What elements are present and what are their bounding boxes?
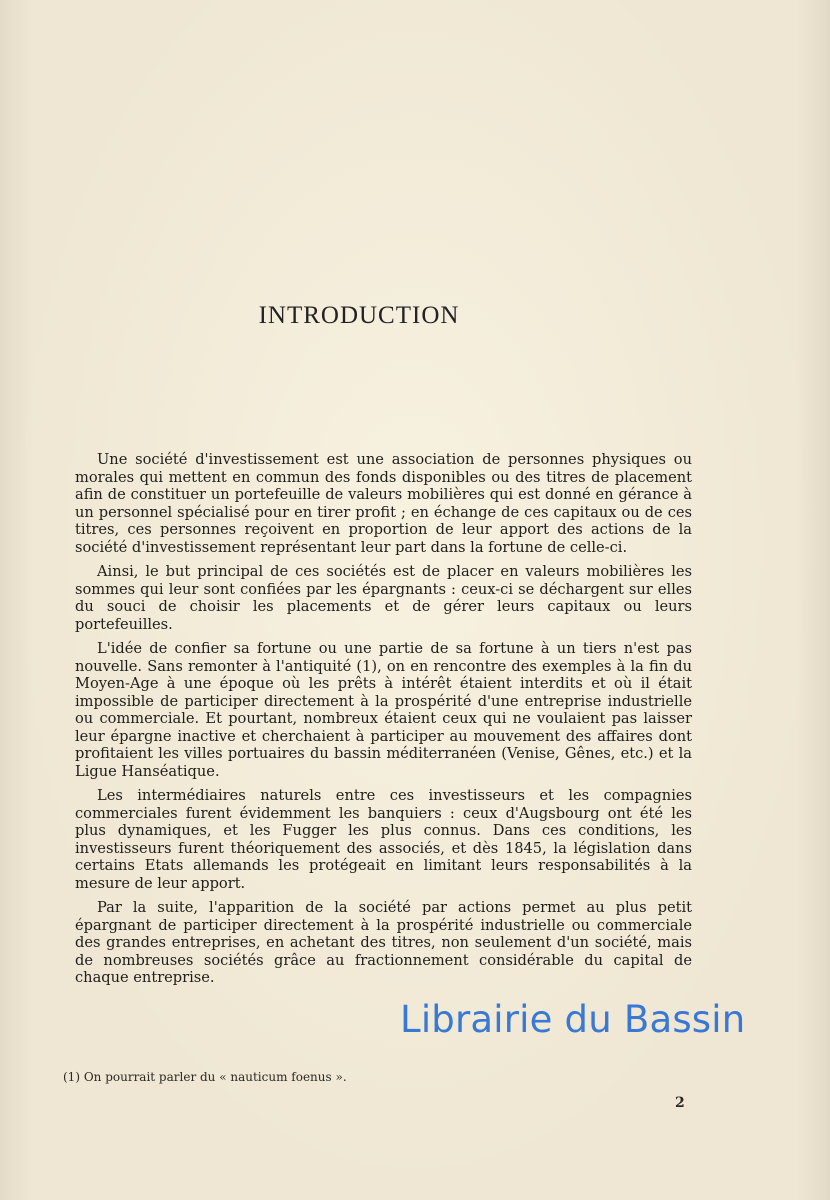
paragraph-definition: Une société d'investissement est une association de personnes physiques ou morales qui mettent en commun des fonds disponibles ou des titres de placement afin de constituer un portefeuille de valeurs mobilières qui est donné en gérance à un personnel spécialisé pour en tirer profit ; en échange de ces capitaux ou de ces titres, ces personnes reçoivent en proportion de leur apport des actions de la société d'investissement représentant leur part dans la fortune de celle-ci. (75, 451, 692, 556)
paragraph-history: L'idée de confier sa fortune ou une partie de sa fortune à un tiers n'est pas nouvelle. Sans remonter à l'antiquité (1), on en rencontre des exemples à la fin du Moyen-Age à une époque où les prêts à intérêt étaient interdits et où il était impossible de participer directement à la prospérité d'une entreprise industrielle ou commerciale. Et pourtant, nombreux étaient ceux qui ne voulaient pas laisser leur épargne inactive et cherchaient à participer au mouvement des affaires dont profitaient les villes portuaires du bassin méditerranéen (Venise, Gênes, etc.) et la Ligue Hanséatique. (75, 640, 692, 780)
watermark: Librairie du Bassin (400, 998, 746, 1041)
footnote: (1) On pourrait parler du « nauticum foenus ». (63, 1070, 347, 1084)
chapter-title: INTRODUCTION (258, 302, 460, 329)
paragraph-joint-stock: Par la suite, l'apparition de la société par actions permet au plus petit épargnant de participer directement à la prospérité industrielle ou commerciale des grandes entreprises, en achetant des titres, non seulement d'un société, mais de nombreuses sociétés grâce au fractionnement considérable du capital de chaque entreprise. (75, 899, 692, 986)
paragraph-bankers: Les intermédiaires naturels entre ces investisseurs et les compagnies commerciales furent évidemment les banquiers : ceux d'Augsbourg ont été les plus dynamiques, et les Fugger les plus connus. Dans ces conditions, les investisseurs furent théoriquement des associés, et dès 1845, la législation dans certains Etats allemands les protégeait en limitant leurs responsabilités à la mesure de leur apport. (75, 787, 692, 892)
page-number: 2 (675, 1095, 685, 1111)
paragraph-purpose: Ainsi, le but principal de ces sociétés est de placer en valeurs mobilières les sommes qui leur sont confiées par les épargnants : ceux-ci se déchargent sur elles du souci de choisir les placements et de gérer leurs capitaux ou leurs portefeuilles. (75, 563, 692, 633)
body-text (75, 451, 692, 994)
